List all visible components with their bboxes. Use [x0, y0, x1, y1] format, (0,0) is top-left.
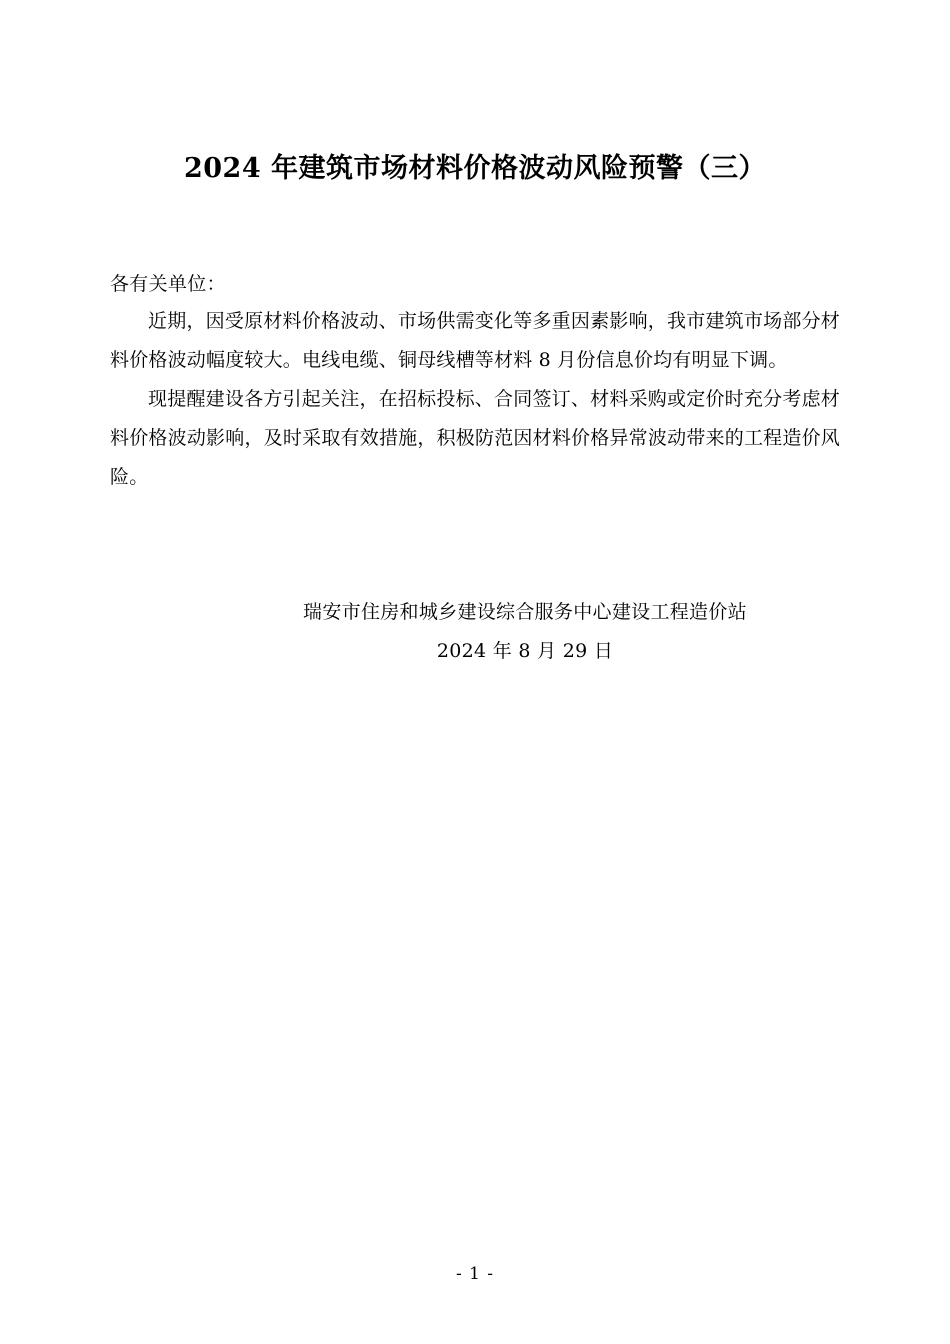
document-body: [110, 0, 840, 672]
page-number: - 1 -: [455, 1264, 495, 1284]
body-paragraph-1: 近期，因受原材料价格波动、市场供需变化等多重因素影响，我市建筑市场部分材料价格波动幅度较大。电线电缆、铜母线槽等材料 8 月份信息价均有明显下调。: [110, 309, 840, 371]
signature-issuer: 瑞安市住房和城乡建设综合服务中心建设工程造价站: [303, 600, 747, 623]
body-paragraph-2: 现提醒建设各方引起关注，在招标投标、合同签订、材料采购或定价时充分考虑材料价格波动影响，及时采取有效措施，积极防范因材料价格异常波动带来的工程造价风险。: [110, 387, 840, 488]
signature-block: [110, 593, 840, 673]
salutation-line: 各有关单位：: [110, 272, 226, 295]
signature-date: 2024 年 8 月 29 日: [436, 640, 614, 663]
page-title: 2024 年建筑市场材料价格波动风险预警（三）: [183, 153, 767, 184]
